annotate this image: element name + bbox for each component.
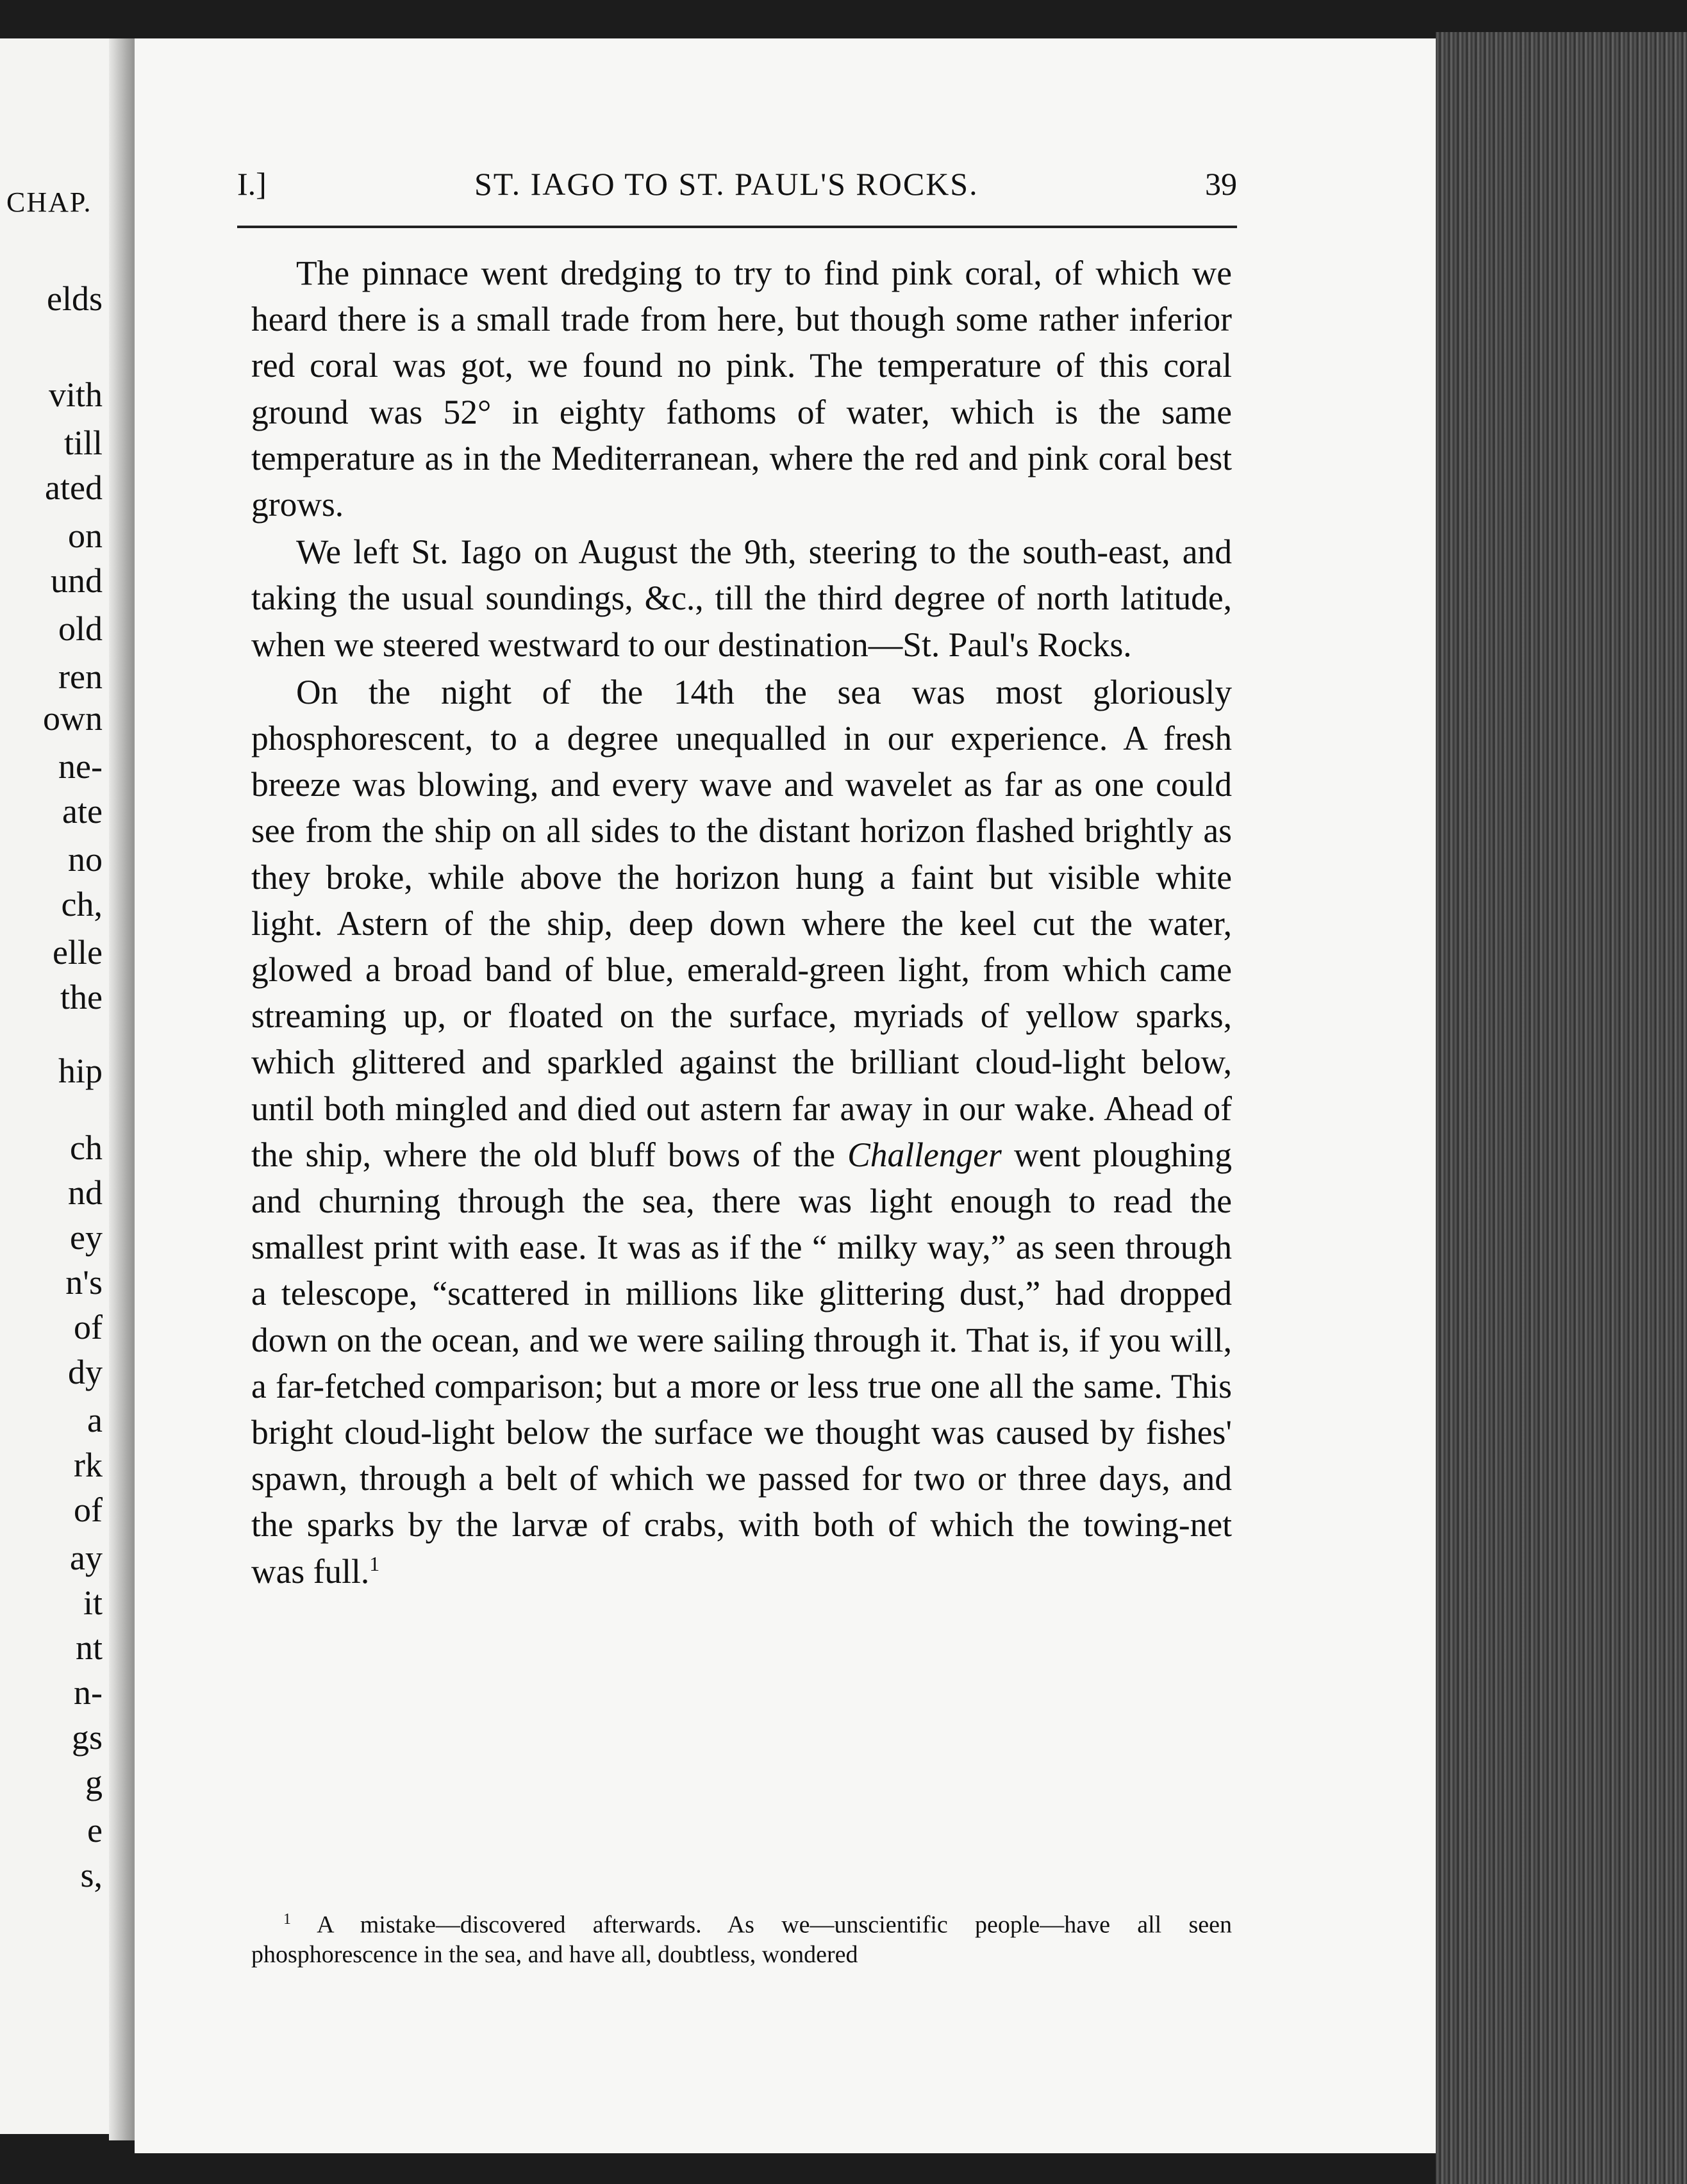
facing-page-line-fragment: elle <box>53 933 103 972</box>
facing-page-line-fragment: no <box>68 840 103 879</box>
footnote-paragraph <box>251 1905 1232 1969</box>
facing-page <box>0 38 109 2134</box>
facing-page-line-fragment: old <box>58 609 103 648</box>
facing-page-header: CHAP. <box>6 186 92 218</box>
facing-page-line-fragment: e <box>87 1811 103 1849</box>
body-text <box>251 250 1232 1594</box>
ship-name: Challenger <box>847 1135 1002 1174</box>
facing-page-line-fragment: vith <box>48 376 103 414</box>
facing-page-line-fragment: own <box>43 699 103 738</box>
facing-page-line-fragment: ay <box>70 1539 103 1577</box>
footnote-reference: 1 <box>369 1551 380 1575</box>
facing-page-line-fragment: ey <box>70 1218 103 1257</box>
facing-page-line-fragment: nt <box>75 1628 103 1667</box>
facing-page-line-fragment: n's <box>65 1263 103 1302</box>
paragraph <box>251 669 1232 1594</box>
facing-page-line-fragment: elds <box>47 279 103 318</box>
facing-page-line-fragment: of <box>74 1308 103 1346</box>
facing-page-line-fragment: und <box>51 561 103 600</box>
facing-page-line-fragment: gs <box>71 1718 103 1757</box>
facing-page-line-fragment: ne- <box>58 747 103 786</box>
footnote-marker: 1 <box>283 1911 291 1928</box>
facing-page-line-fragment: till <box>63 424 103 462</box>
facing-page-line-fragment: rk <box>74 1446 103 1484</box>
paragraph-text: On the night of the 14th the sea was most gloriously phosphorescent, to a degree unequalled in our experience. A fresh breeze was blowing, and every wave and wavelet as far as one could see from the ship on all sides to the distant horizon flashed brightly as they broke, while above the horizon hung a faint but visible white light. Astern of the ship, deep down where the keel cut the water, glowed a broad band of blue, emerald-green light, from which came streaming up, or floated on the surface, myriads of yellow sparks, which glittered and sparkled against the brilliant cloud-light below, until both mingled and died out astern far away in our wake. Ahead of the ship, where the old bluff bows of the <box>251 672 1232 1174</box>
running-head <box>237 165 1237 217</box>
footnote <box>251 1905 1232 1969</box>
page-number: 39 <box>1205 166 1237 202</box>
running-title: ST. IAGO TO ST. PAUL'S ROCKS. <box>474 166 979 202</box>
paragraph: The pinnace went dredging to try to find pink coral, of which we heard there is a small trade from here, but though some rather inferior red coral was got, we found no pink. The temperature of this coral ground was 52° in eighty fathoms of water, which is the same temperature as in the Mediterranean, where the red and pink coral best grows. <box>251 254 1232 524</box>
facing-page-line-fragment: hip <box>58 1052 103 1090</box>
paragraph: We left St. Iago on August the 9th, steering to the south-east, and taking the usual soundings, &c., till the third degree of north latitude, when we steered westward to our destination—St. Paul's Rocks. <box>251 533 1232 664</box>
facing-page-line-fragment: ate <box>62 792 103 831</box>
facing-page-line-fragment: dy <box>68 1353 103 1391</box>
header-rule <box>237 226 1237 228</box>
page-edges <box>1436 32 1687 2184</box>
facing-page-line-fragment: the <box>60 978 103 1016</box>
facing-page-line-fragment: ch <box>70 1129 103 1167</box>
facing-page-line-fragment: a <box>87 1401 103 1439</box>
facing-page-line-fragment: it <box>83 1584 103 1622</box>
chapter-number: I.] <box>237 166 267 202</box>
facing-page-line-fragment: of <box>74 1491 103 1529</box>
facing-page-line-fragment: g <box>85 1763 103 1801</box>
facing-page-line-fragment: n- <box>74 1673 103 1712</box>
facing-page-line-fragment: s, <box>80 1856 103 1894</box>
facing-page-line-fragment: ren <box>58 658 103 696</box>
facing-page-line-fragment: ated <box>45 468 103 507</box>
facing-page-line-fragment: nd <box>68 1173 103 1212</box>
facing-page-line-fragment: on <box>68 517 103 555</box>
paragraph-text: went ploughing and churning through the sea, there was light enough to read the smallest print with ease. It was as if the “ milky way,” as seen through a telescope, “scattered in millions like glittering dust,” had dropped down on the ocean, and we were sailing through it. That is, if you will, a far-fetched comparison; but a more or less true one all the same. This bright cloud-light below the surface we thought was caused by fishes' spawn, through a belt of which we passed for two or three days, and the sparks by the larvæ of crabs, with both of which the towing-net was full. <box>251 1135 1232 1591</box>
facing-page-line-fragment: ch, <box>61 885 103 923</box>
footnote-text: A mistake—discovered afterwards. As we—unscientific people—have all seen phosphorescence in the sea, and have all, doubtless, wondered <box>251 1911 1232 1968</box>
